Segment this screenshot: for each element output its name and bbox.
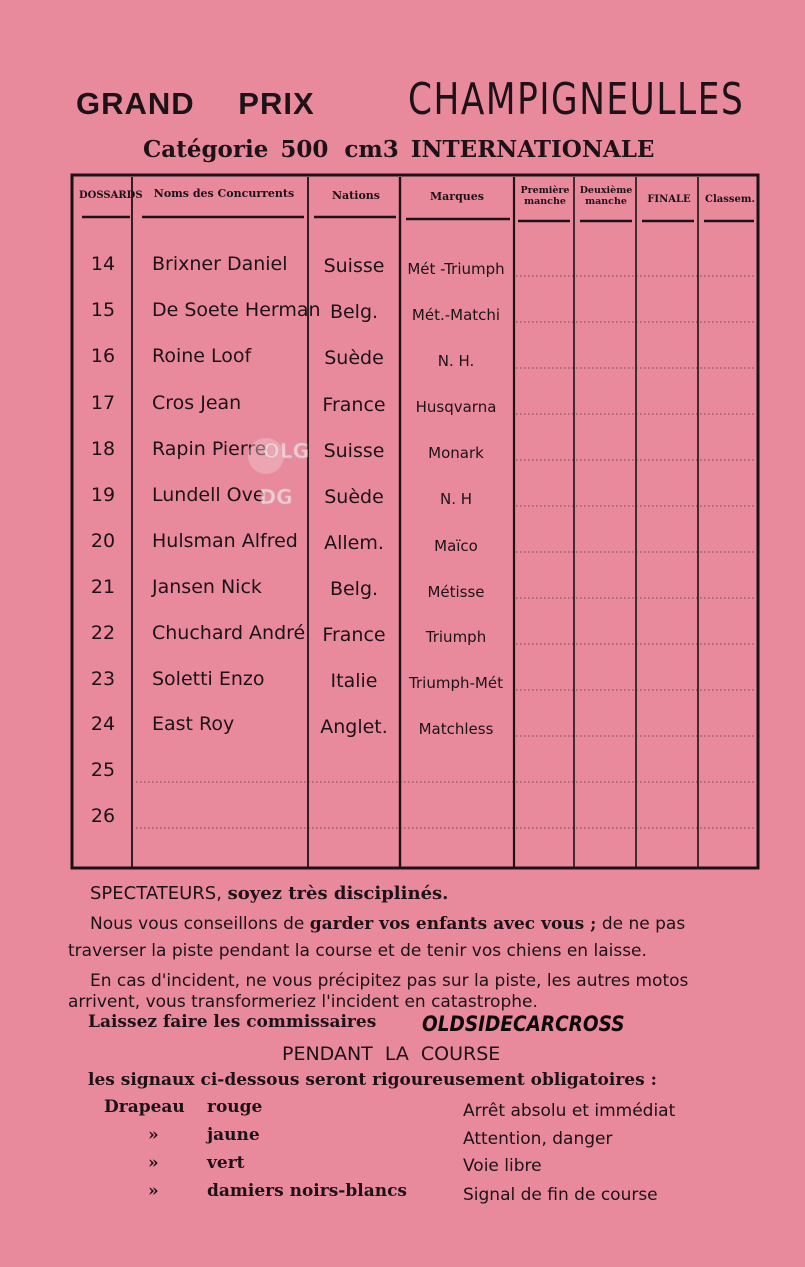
rider-nation: Anglet. (320, 716, 388, 738)
row-number: 21 (90, 576, 116, 598)
col-header-dossards: DOSSARDS (79, 190, 143, 201)
rider-nation: Allem. (324, 532, 384, 554)
watermark-logo (240, 428, 320, 508)
rider-nation: Belg. (329, 301, 379, 323)
col-header-marques: Marques (430, 190, 484, 203)
row-number: 14 (90, 253, 116, 275)
watermark-badge-icon (240, 428, 320, 508)
rider-marque: Husqvarna (415, 398, 497, 416)
rider-nation: France (322, 624, 386, 646)
signal-prefix: » (148, 1125, 159, 1145)
rider-marque: Métisse (427, 583, 485, 601)
rider-nation: Suisse (323, 440, 385, 462)
row-number: 15 (90, 299, 116, 321)
rider-name: Jansen Nick (152, 576, 262, 598)
city-title: CHAMPIGNEULLES (408, 74, 745, 125)
notice-line-6: Laissez faire les commissaires (88, 1012, 377, 1032)
rider-marque: Mét -Triumph (407, 260, 505, 278)
row-number: 18 (90, 438, 116, 460)
row-number: 26 (90, 805, 116, 827)
signals-heading: les signaux ci-dessous seront rigoureusement obligatoires : (88, 1070, 657, 1090)
rider-name: De Soete Herman (152, 299, 321, 321)
rider-nation: Belg. (329, 578, 379, 600)
rider-name: Brixner Daniel (152, 253, 288, 275)
col-header-ranking: Classem. (705, 194, 755, 205)
signal-flag: rouge (207, 1097, 263, 1117)
col-header-first-heat: Première manche (520, 185, 570, 207)
row-number: 22 (90, 622, 116, 644)
discipline-text: soyez très disciplinés. (227, 883, 449, 904)
signal-meaning: Signal de fin de course (463, 1185, 658, 1205)
rider-nation: Suisse (323, 255, 385, 277)
during-race-heading: PENDANT LA COURSE (282, 1043, 501, 1065)
rider-marque: N. H. (437, 352, 475, 370)
grand-prix-title: GRAND PRIX (76, 86, 315, 121)
rider-marque: Triumph (425, 628, 487, 646)
rider-name: Rapin Pierre (152, 438, 267, 460)
rider-marque: Monark (428, 444, 484, 462)
svg-text:OLG: OLG (262, 439, 310, 463)
col-header-second-heat: Deuxième manche (579, 185, 633, 207)
rider-name: Roine Loof (152, 345, 252, 367)
notice-line-4: En cas d'incident, ne vous précipitez pas sur la piste, les autres motos (90, 971, 689, 991)
rider-marque: N. H (439, 490, 473, 508)
col-header-final: FINALE (647, 194, 691, 205)
notice-line-5: arrivent, vous transformeriez l'incident en catastrophe. (68, 992, 538, 1012)
row-number: 17 (90, 392, 116, 414)
signal-prefix: » (148, 1181, 159, 1201)
signal-meaning: Attention, danger (463, 1129, 613, 1149)
rider-name: Chuchard André (152, 622, 306, 644)
rider-marque: Matchless (418, 720, 494, 738)
col-header-nations: Nations (332, 189, 380, 202)
row-number: 25 (90, 759, 116, 781)
spectators-label: SPECTATEURS, (90, 883, 222, 904)
signal-meaning: Voie libre (463, 1156, 542, 1176)
rider-name: Soletti Enzo (152, 668, 265, 690)
row-number: 20 (90, 530, 116, 552)
signal-meaning: Arrêt absolu et immédiat (463, 1101, 676, 1121)
notice-line-3: traverser la piste pendant la course et de tenir vos chiens en laisse. (68, 941, 647, 961)
svg-text:DG: DG (259, 485, 293, 508)
rider-marque: Triumph-Mét (409, 674, 503, 692)
category-class: 500 cm3 (280, 136, 399, 163)
rider-nation: Italie (330, 670, 378, 692)
signal-prefix: » (148, 1153, 159, 1173)
oldsidecarcross-overlay: OLDSIDECARCROSS (422, 1012, 625, 1036)
row-number: 19 (90, 484, 116, 506)
rider-nation: France (322, 394, 386, 416)
category-line (143, 136, 654, 163)
rider-name: Lundell Ove (152, 484, 265, 506)
rider-name: Hulsman Alfred (152, 530, 298, 552)
rider-name: Cros Jean (152, 392, 242, 414)
row-number: 16 (90, 345, 116, 367)
rider-nation: Suède (324, 486, 384, 508)
row-number: 23 (90, 668, 116, 690)
row-number: 24 (90, 713, 116, 735)
category-type: INTERNATIONALE (410, 136, 655, 163)
rider-name: East Roy (152, 713, 235, 735)
signal-flag: damiers noirs-blancs (207, 1181, 407, 1201)
rider-nation: Suède (324, 347, 384, 369)
col-header-names: Noms des Concurrents (153, 187, 295, 200)
notice-line-2: Nous vous conseillons de garder vos enfants avec vous ; de ne pas (90, 914, 686, 934)
notice-line-1 (90, 883, 448, 904)
rider-marque: Mét.-Matchi (411, 306, 501, 324)
category-label: Catégorie (143, 136, 269, 163)
rider-marque: Maïco (434, 537, 478, 555)
signal-flag: vert (207, 1153, 245, 1173)
signal-prefix: Drapeau (104, 1097, 185, 1117)
signal-flag: jaune (207, 1125, 260, 1145)
